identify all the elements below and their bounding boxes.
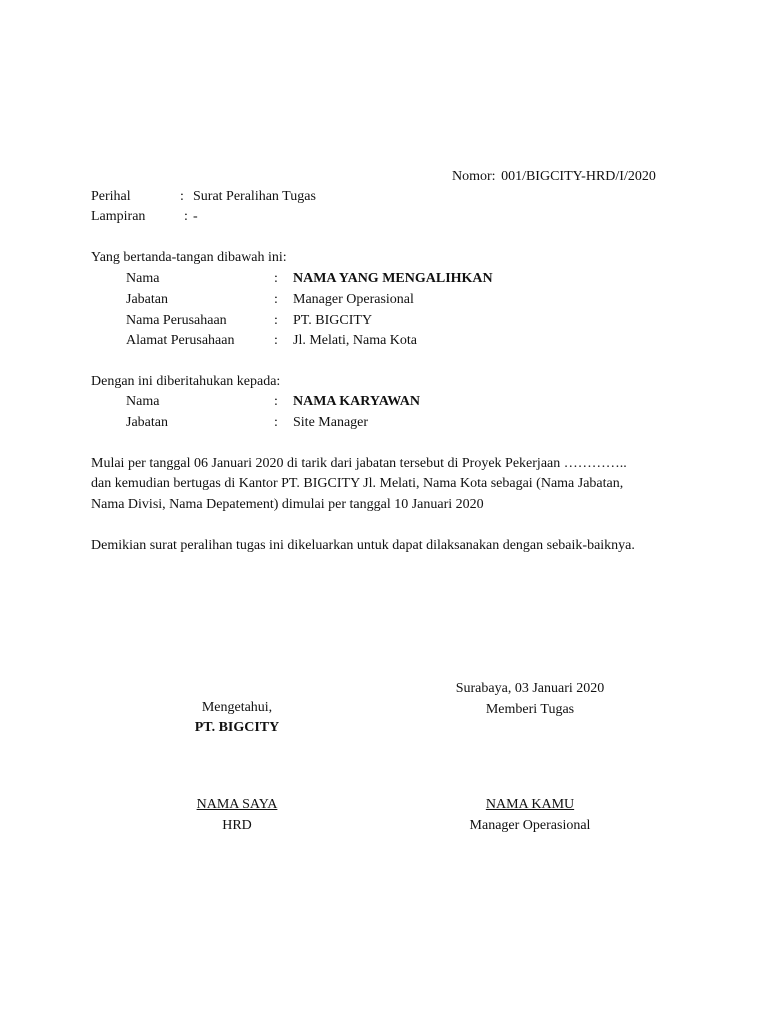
- recipient-name-value: NAMA KARYAWAN: [293, 394, 420, 409]
- recipient-jabatan-value: Site Manager: [293, 415, 369, 430]
- nomor-label: Nomor: [452, 169, 492, 184]
- sender-row-label: Alamat Perusahaan: [126, 333, 235, 348]
- nomor-line: Nomor: 001/BIGCITY-HRD/I/2020: [452, 169, 656, 184]
- perihal-value: Surat Peralihan Tugas: [193, 189, 316, 204]
- lampiran-label: Lampiran: [91, 209, 146, 224]
- sender-row-label: Jabatan: [126, 292, 168, 307]
- body-line: dan kemudian bertugas di Kantor PT. BIGCITY Jl. Melati, Nama Kota sebagai (Nama Jabatan,: [91, 476, 624, 491]
- recipient-row-label: Jabatan: [126, 415, 168, 430]
- lampiran-value: -: [193, 209, 198, 224]
- perihal-label: Perihal: [91, 189, 131, 204]
- body-line: Mulai per tanggal 06 Januari 2020 di tarik dari jabatan tersebut di Proyek Pekerjaan …………..: [91, 456, 627, 471]
- closing-statement: Demikian surat peralihan tugas ini dikeluarkan untuk dapat dilaksanakan dengan sebaik-baiknya.: [91, 538, 635, 553]
- right-sign-title: Memberi Tugas: [485, 702, 575, 717]
- sender-company-value: PT. BIGCITY: [293, 313, 373, 328]
- sender-row-colon: :: [274, 313, 278, 328]
- sender-row-colon: :: [274, 271, 278, 286]
- right-signer-position: Manager Operasional: [469, 818, 591, 833]
- sender-row-colon: :: [274, 292, 278, 307]
- sender-row-label: Nama: [126, 271, 160, 286]
- sender-address-value: Jl. Melati, Nama Kota: [293, 333, 418, 348]
- left-signer-name: NAMA SAYA: [196, 797, 278, 812]
- sender-row-colon: :: [274, 333, 278, 348]
- perihal-colon: :: [180, 189, 184, 204]
- recipient-row-colon: :: [274, 394, 278, 409]
- left-signer-name-wrap: [137, 796, 337, 814]
- left-sign-title: Mengetahui,: [201, 700, 273, 715]
- lampiran-colon: :: [184, 209, 188, 224]
- right-signer-name-wrap: [430, 796, 630, 814]
- nomor-value: 001/BIGCITY-HRD/I/2020: [501, 169, 656, 184]
- left-signer-position: HRD: [222, 818, 252, 833]
- left-sign-company: PT. BIGCITY: [194, 720, 280, 735]
- sender-row-label: Nama Perusahaan: [126, 313, 227, 328]
- recipient-row-colon: :: [274, 415, 278, 430]
- recipient-intro: Dengan ini diberitahukan kepada:: [91, 374, 281, 389]
- place-date: Surabaya, 03 Januari 2020: [455, 681, 605, 696]
- sender-jabatan-value: Manager Operasional: [293, 292, 414, 307]
- right-signer-name: NAMA KAMU: [485, 797, 575, 812]
- body-line: Nama Divisi, Nama Depatement) dimulai per tanggal 10 Januari 2020: [91, 497, 484, 512]
- sender-name-value: NAMA YANG MENGALIHKAN: [293, 271, 493, 286]
- recipient-row-label: Nama: [126, 394, 160, 409]
- sender-intro: Yang bertanda-tangan dibawah ini:: [91, 250, 287, 265]
